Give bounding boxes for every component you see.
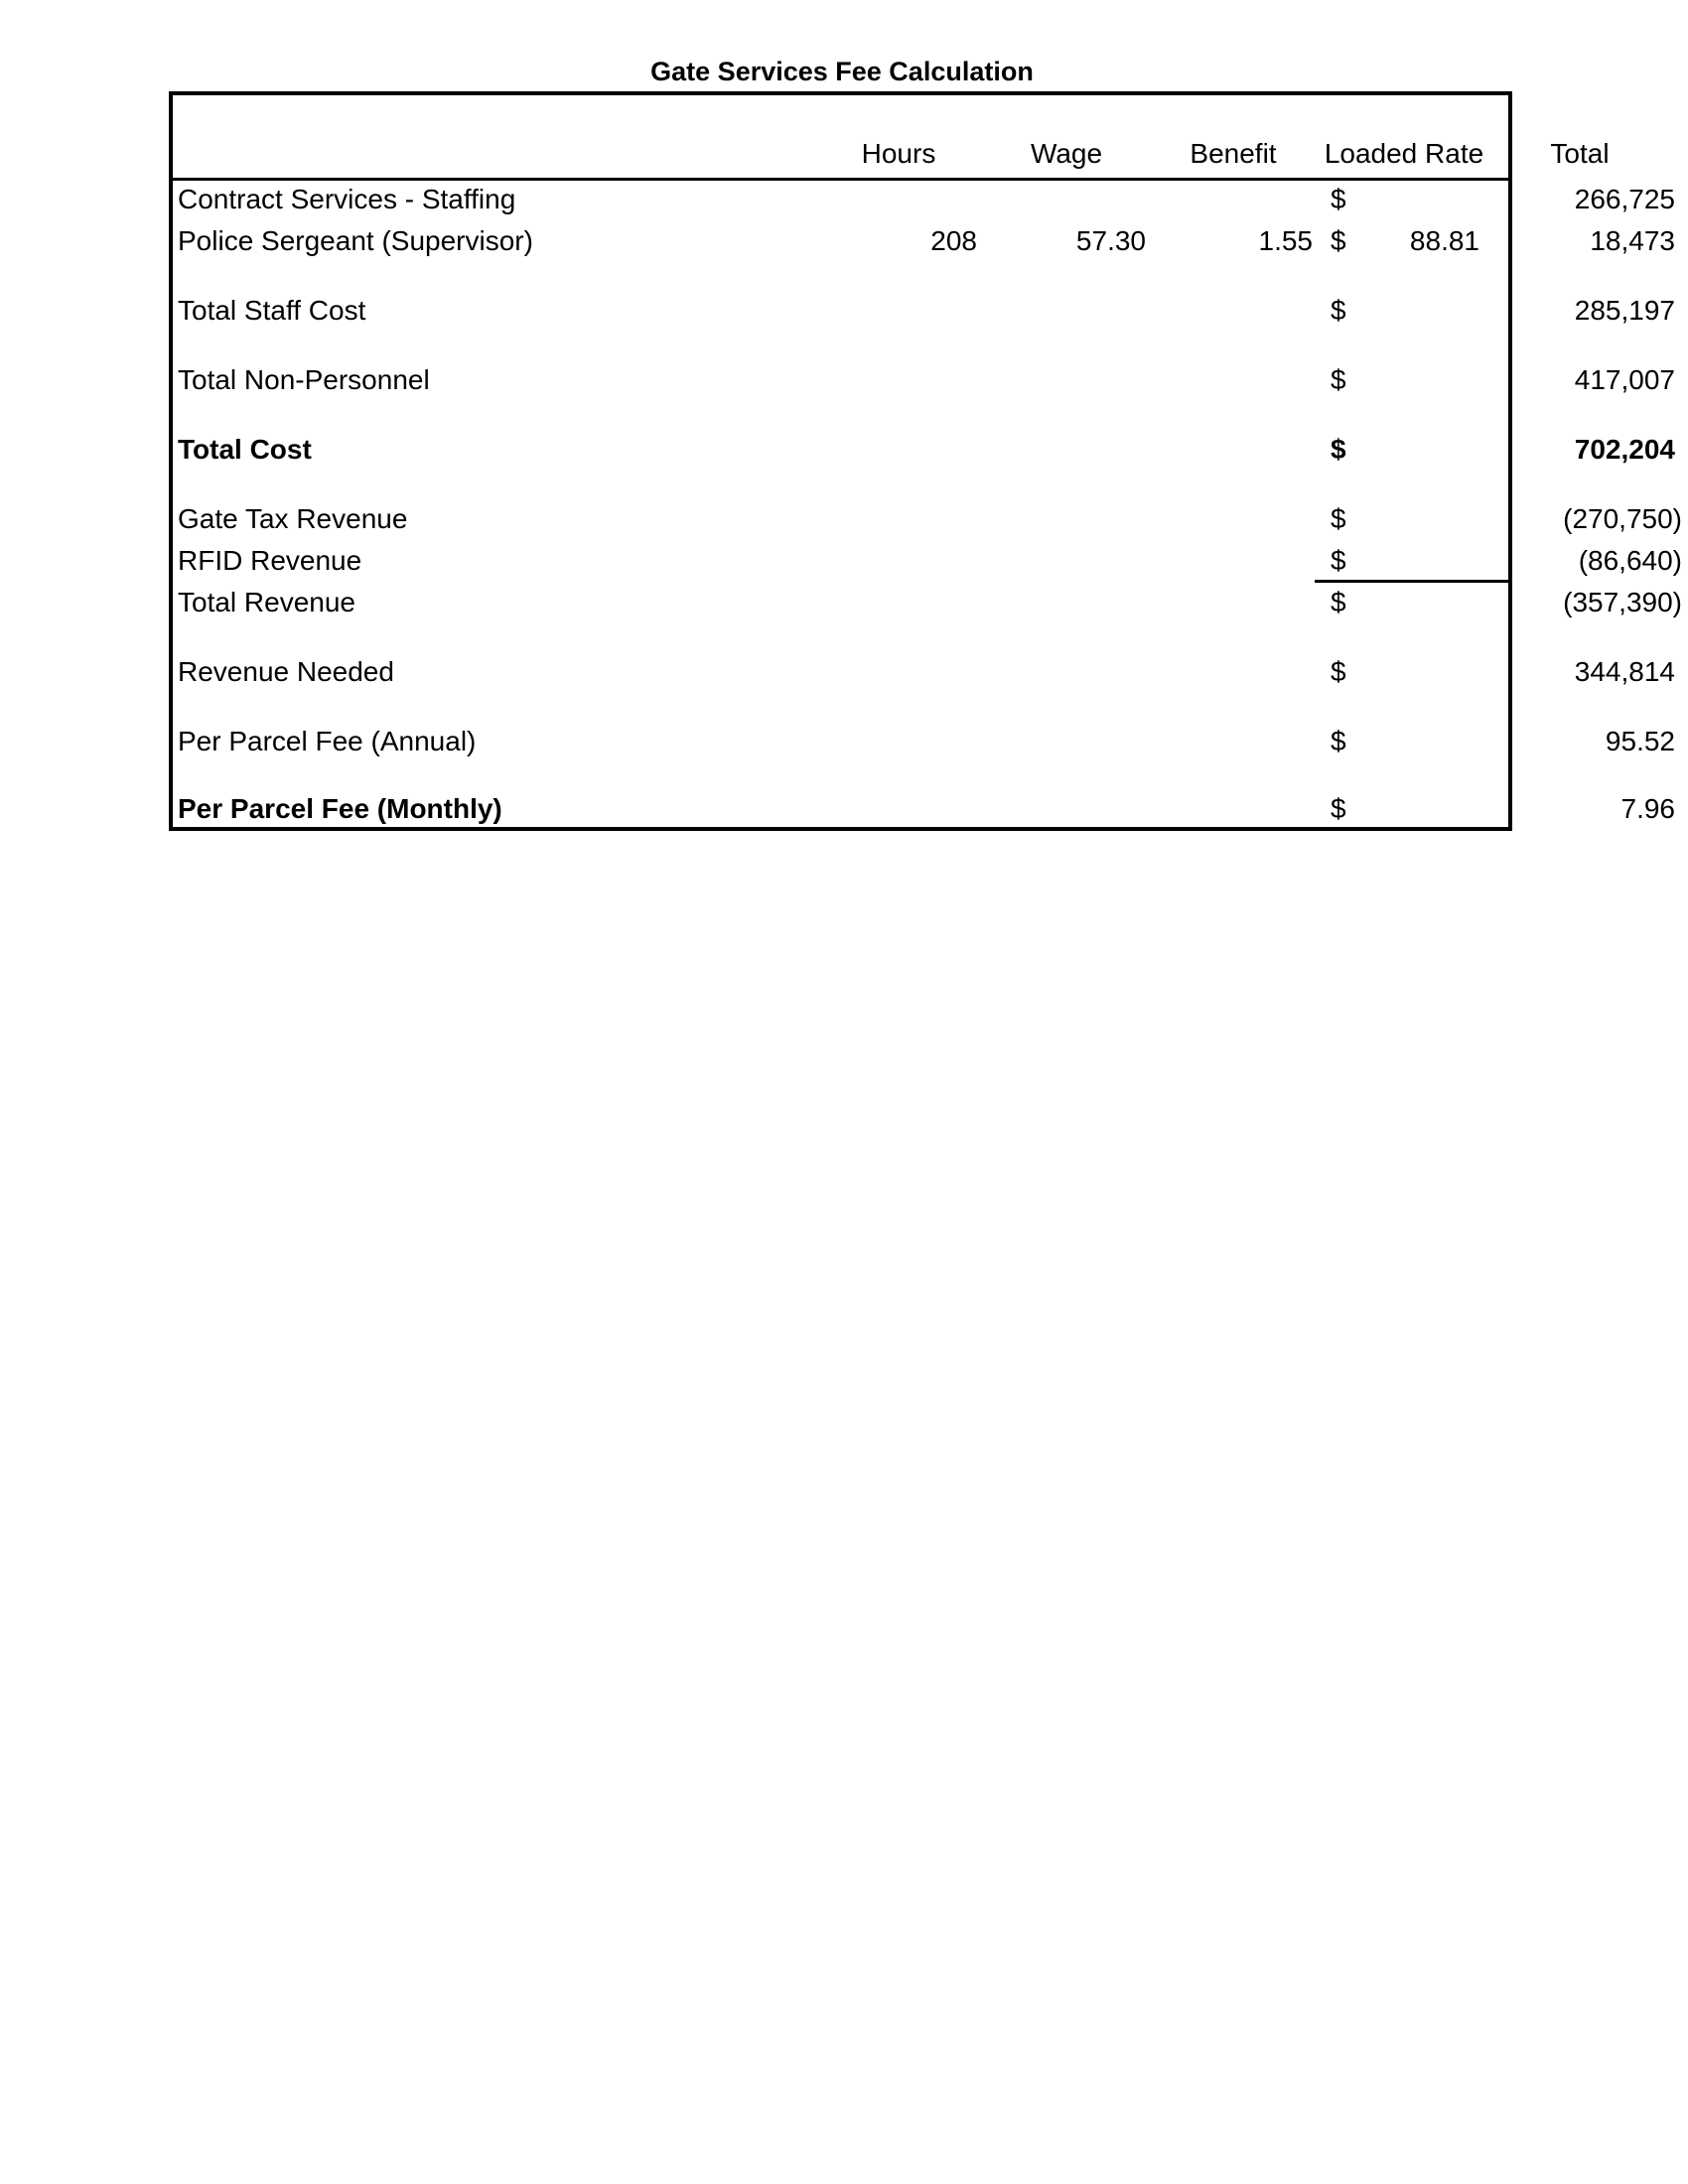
row-wage: 57.30 <box>1075 225 1146 256</box>
row-label: Total Staff Cost <box>178 295 366 326</box>
column-header-loaded-rate: Loaded Rate <box>1324 138 1484 169</box>
page-title: Gate Services Fee Calculation <box>650 57 1034 86</box>
row-total: 7.96 <box>1620 793 1675 824</box>
currency-symbol: $ <box>1331 364 1346 395</box>
currency-symbol: $ <box>1331 503 1346 534</box>
row-label: Gate Tax Revenue <box>178 503 408 534</box>
currency-symbol: $ <box>1331 184 1346 214</box>
fee-calculation-table <box>169 91 1682 831</box>
row-label: Total Cost <box>178 434 312 465</box>
column-header-wage: Wage <box>1030 138 1103 169</box>
row-total: (357,390) <box>1563 587 1682 617</box>
row-label: Contract Services - Staffing <box>178 184 516 214</box>
row-total: 417,007 <box>1574 364 1675 395</box>
row-hours: 208 <box>930 225 977 256</box>
row-label: Revenue Needed <box>178 656 394 687</box>
row-total: 18,473 <box>1590 225 1675 256</box>
currency-symbol: $ <box>1331 295 1346 326</box>
row-label: Total Non-Personnel <box>178 364 430 395</box>
currency-symbol: $ <box>1331 545 1346 576</box>
currency-symbol: $ <box>1331 656 1346 687</box>
column-header-hours: Hours <box>861 138 936 169</box>
column-header-benefit: Benefit <box>1190 138 1277 169</box>
row-total: 702,204 <box>1574 434 1675 465</box>
row-total: (270,750) <box>1563 503 1682 534</box>
row-total: 344,814 <box>1574 656 1675 687</box>
row-benefit: 1.55 <box>1258 225 1313 256</box>
row-label: Per Parcel Fee (Monthly) <box>178 793 502 824</box>
row-total: (86,640) <box>1578 545 1682 576</box>
currency-symbol: $ <box>1331 434 1346 465</box>
currency-symbol: $ <box>1331 793 1346 824</box>
row-label: Per Parcel Fee (Annual) <box>178 726 477 756</box>
row-loaded-rate: 88.81 <box>1409 225 1479 256</box>
currency-symbol: $ <box>1331 587 1346 617</box>
row-total: 95.52 <box>1605 726 1675 756</box>
currency-symbol: $ <box>1331 726 1346 756</box>
column-header-total: Total <box>1550 138 1610 169</box>
row-label: Total Revenue <box>178 587 356 617</box>
currency-symbol: $ <box>1331 225 1346 256</box>
row-label: Police Sergeant (Supervisor) <box>178 225 533 256</box>
row-total: 285,197 <box>1574 295 1675 326</box>
row-label: RFID Revenue <box>178 545 362 576</box>
row-total: 266,725 <box>1574 184 1675 214</box>
